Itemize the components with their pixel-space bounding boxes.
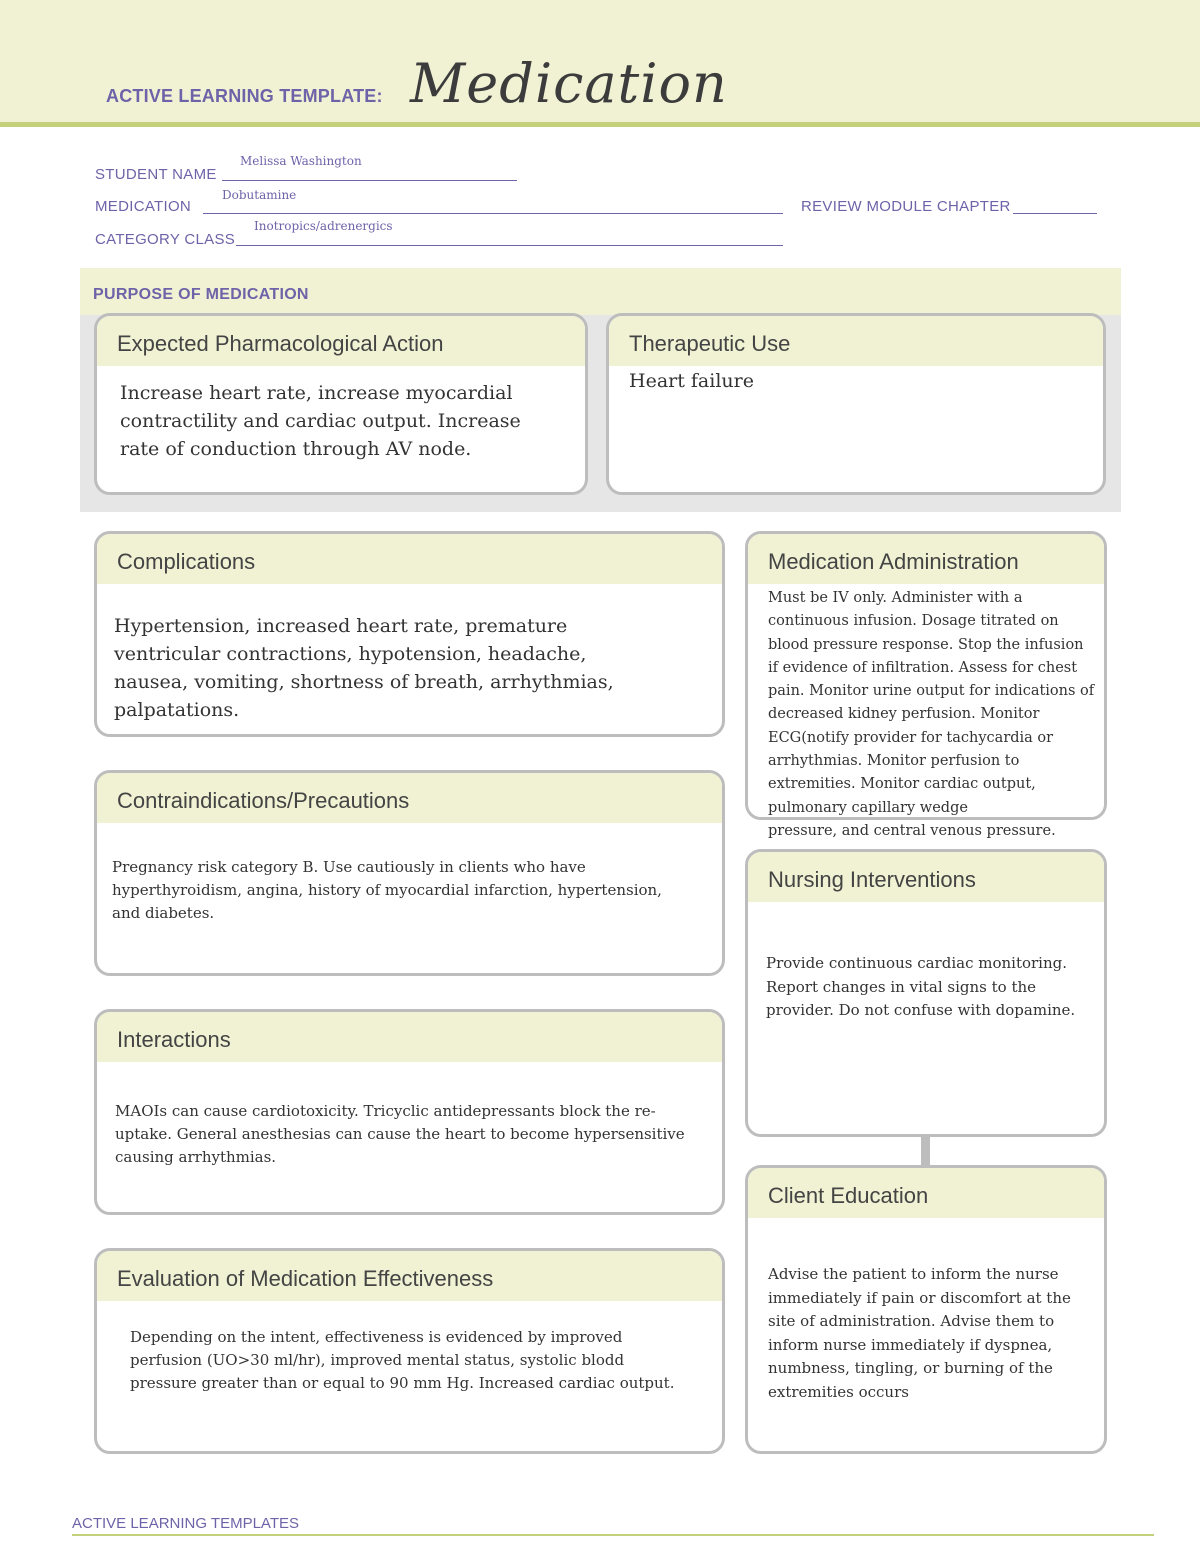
administration-overflow-text: pressure, and central venous pressure. [768,823,1056,839]
student-name-label: STUDENT NAME [95,166,217,183]
medication-line [203,213,783,214]
complications-card [94,531,725,737]
purpose-title: PURPOSE OF MEDICATION [93,286,309,303]
evaluation-card [94,1248,725,1454]
nursing-interventions-heading: Nursing Interventions [748,852,1104,902]
card-connector [921,1137,930,1165]
review-module-label: REVIEW MODULE CHAPTER [801,198,1011,215]
interactions-heading: Interactions [97,1012,722,1062]
complications-heading: Complications [97,534,722,584]
template-label: ACTIVE LEARNING TEMPLATE: [106,86,383,106]
nursing-interventions-text[interactable]: Provide continuous cardiac monitoring. Report changes in vital signs to the provider. Do not confuse with dopamine. [766,954,1076,1019]
header-divider [0,122,1200,127]
complications-text[interactable]: Hypertension, increased heart rate, premature ventricular contractions, hypotension, headache, nausea, vomiting, shortness of breath, arrhythmias, palpatations. [114,615,614,721]
therapeutic-use-text[interactable]: Heart failure [629,370,754,392]
template-title: Medication [410,52,728,115]
client-education-heading: Client Education [748,1168,1104,1218]
administration-heading: Medication Administration [748,534,1104,584]
student-name-line [222,180,517,181]
review-module-line[interactable] [1013,213,1097,214]
client-education-text[interactable]: Advise the patient to inform the nurse immediately if pain or discomfort at the site of administration. Advise them to inform nurse immediately if dyspnea, numbness, tingling, or burning of the extremities occurs [768,1265,1071,1401]
evaluation-text[interactable]: Depending on the intent, effectiveness is evidenced by improved perfusion (UO>30 ml/hr), improved mental status, systolic blodd pressure greater than or equal to 90 mm Hg. Increased cardiac output. [130,1328,675,1392]
expected-action-card [94,313,588,495]
therapeutic-use-card [606,313,1106,495]
footer-divider [72,1534,1154,1536]
student-name-value[interactable]: Melissa Washington [240,154,362,168]
medication-label: MEDICATION [95,198,192,215]
interactions-card [94,1009,725,1215]
nursing-interventions-card [745,849,1107,1137]
contraindications-text[interactable]: Pregnancy risk category B. Use cautiously in clients who have hyperthyroidism, angina, history of myocardial infarction, hypertension, and diabetes. [112,858,662,922]
administration-card [745,531,1107,820]
therapeutic-use-heading: Therapeutic Use [609,316,1103,366]
category-class-line [236,245,783,246]
interactions-text[interactable]: MAOIs can cause cardiotoxicity. Tricyclic antidepressants block the re-uptake. General anesthesias can cause the heart to become hypersensitive causing arrhythmias. [115,1102,685,1166]
medication-value[interactable]: Dobutamine [222,188,297,202]
category-class-value[interactable]: Inotropics/adrenergics [254,219,393,233]
contraindications-heading: Contraindications/Precautions [97,773,722,823]
evaluation-heading: Evaluation of Medication Effectiveness [97,1251,722,1301]
category-class-label: CATEGORY CLASS [95,231,236,248]
expected-action-heading: Expected Pharmacological Action [97,316,585,366]
client-education-card [745,1165,1107,1454]
footer-label: ACTIVE LEARNING TEMPLATES [72,1515,299,1532]
expected-action-text[interactable]: Increase heart rate, increase myocardial contractility and cardiac output. Increase rate of conduction through AV node. [120,382,521,460]
contraindications-card [94,770,725,976]
administration-text[interactable]: Must be IV only. Administer with a continuous infusion. Dosage titrated on blood pressure response. Stop the infusion if evidence of infiltration. Assess for chest pain. Monitor urine output for indications of decreased kidney perfusion. Monitor ECG(notify provider for tachycardia or arrhythmias. Monitor perfusion to extremities. Monitor cardiac output, pulmonary capillary wedge [768,590,1095,816]
